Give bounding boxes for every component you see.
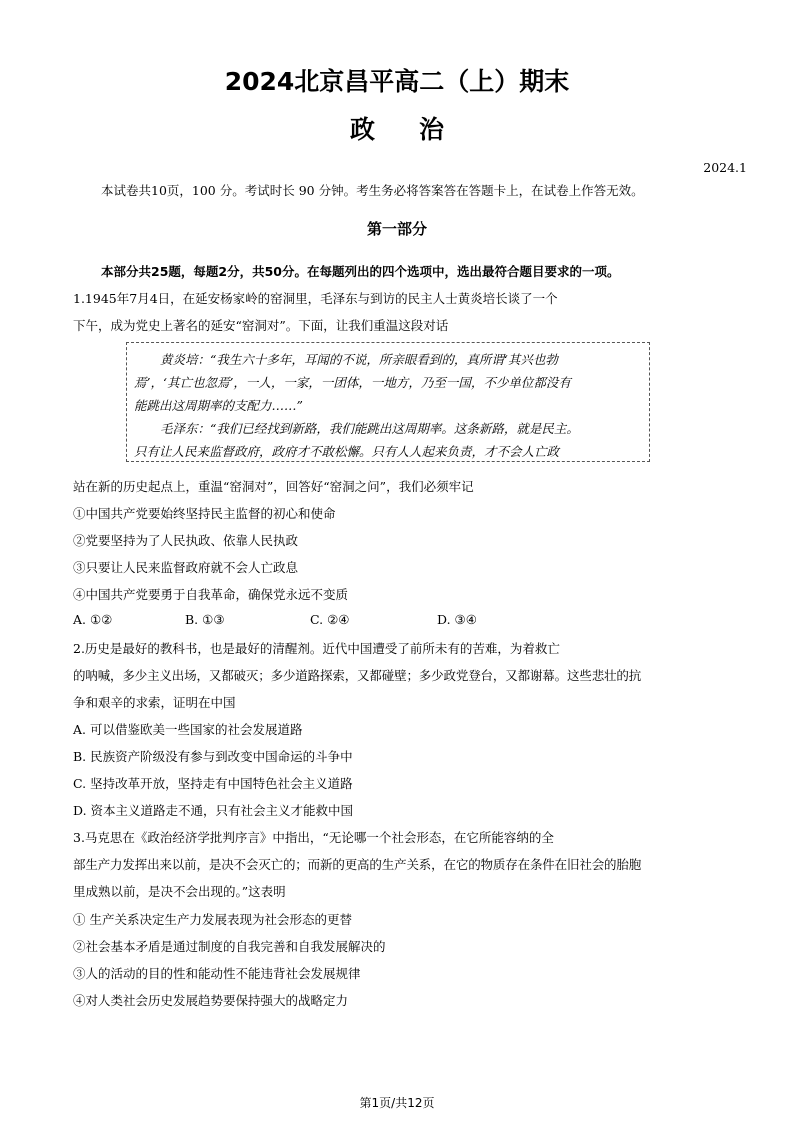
q3-item-3: ③人的活动的目的性和能动性不能违背社会发展规律 xyxy=(73,966,361,981)
subject-char-2: 治 xyxy=(419,115,445,144)
q1-quote-line-3: 能跳出这周期率的支配力……” xyxy=(134,398,303,413)
part-instruction: 本部分共25题，每题2分，共50分。在每题列出的四个选项中，选出最符合题目要求的一项。 xyxy=(101,264,620,279)
q2-stem-line-3: 争和艰辛的求索，证明在中国 xyxy=(73,695,236,710)
q3-stem-line-3: 里成熟以前，是决不会出现的。”这表明 xyxy=(73,884,286,899)
q1-item-2: ②党要坚持为了人民执政、依靠人民执政 xyxy=(73,533,299,548)
exam-note: 本试卷共10页，100 分。考试时长 90 分钟。考生务必将答案答在答题卡上，在试卷上作答无效。 xyxy=(101,183,644,198)
q1-quote-line-2: 焉’，‘其亡也忽焉’，一人，一家，一团体，一地方，乃至一国，不少单位都没有 xyxy=(134,375,571,390)
q3-stem-line-2: 部生产力发挥出来以前，是决不会灭亡的；而新的更高的生产关系，在它的物质存在条件在旧社会的胎胞 xyxy=(73,857,642,872)
q1-item-1: ①中国共产党要始终坚持民主监督的初心和使命 xyxy=(73,506,336,521)
q1-quote-line-5: 只有让人民来监督政府，政府才不敢松懈。只有人人起来负责，才不会人亡政 xyxy=(134,444,560,459)
q1-quote-line-4: 毛泽东：“我们已经找到新路，我们能跳出这周期率。这条新路，就是民主。 xyxy=(160,421,579,436)
q2-stem-line-1: 2.历史是最好的教科书，也是最好的清醒剂。近代中国遭受了前所未有的苦难，为着救亡 xyxy=(73,641,560,656)
q2-option-d: D. 资本主义道路走不通，只有社会主义才能救中国 xyxy=(73,803,354,818)
page-footer: 第1页/共12页 xyxy=(359,1096,435,1110)
q2-option-c: C. 坚持改革开放，坚持走有中国特色社会主义道路 xyxy=(73,776,353,791)
subject-title xyxy=(0,110,794,146)
q1-quote-line-1: 黄炎培：“我生六十多年，耳闻的不说，所亲眼看到的，真所谓‘其兴也勃 xyxy=(160,352,558,367)
q3-item-2: ②社会基本矛盾是通过制度的自我完善和自我发展解决的 xyxy=(73,939,386,954)
q1-option-b: B. ①③ xyxy=(185,612,225,627)
q1-stem-line-1: 1.1945年7月4日，在延安杨家岭的窑洞里，毛泽东与到访的民主人士黄炎培长谈了一个 xyxy=(73,291,558,306)
q2-option-a: A. 可以借鉴欧美一些国家的社会发展道路 xyxy=(73,722,303,737)
q3-item-4: ④对人类社会历史发展趋势要保持强大的战略定力 xyxy=(73,993,349,1008)
q1-stem-line-2: 下午，成为党史上著名的延安“窑洞对”。下面，让我们重温这段对话 xyxy=(73,318,449,333)
q1-option-c: C. ②④ xyxy=(310,612,350,627)
q1-option-d: D. ③④ xyxy=(437,612,477,627)
q1-item-4: ④中国共产党要勇于自我革命，确保党永远不变质 xyxy=(73,587,349,602)
q2-stem-line-2: 的呐喊，多少主义出场，又都破灭；多少道路探索，又都碰壁；多少政党登台，又都谢幕。这些悲壮的抗 xyxy=(73,668,642,683)
q1-stem-line-3: 站在新的历史起点上，重温“窑洞对”，回答好“窑洞之问”，我们必须牢记 xyxy=(73,479,474,494)
q1-item-3: ③只要让人民来监督政府就不会人亡政息 xyxy=(73,560,299,575)
exam-title: 2024北京昌平高二（上）期末 xyxy=(224,67,570,96)
q1-option-a: A. ①② xyxy=(73,612,113,627)
subject-char-1: 政 xyxy=(349,115,375,144)
q2-option-b: B. 民族资产阶级没有参与到改变中国命运的斗争中 xyxy=(73,749,353,764)
q3-item-1: ① 生产关系决定生产力发展表现为社会形态的更替 xyxy=(73,912,352,927)
exam-date: 2024.1 xyxy=(703,160,747,175)
q3-stem-line-1: 3.马克思在《政治经济学批判序言》中指出，“无论哪一个社会形态，在它所能容纳的全 xyxy=(73,830,554,845)
part-title: 第一部分 xyxy=(366,220,427,238)
